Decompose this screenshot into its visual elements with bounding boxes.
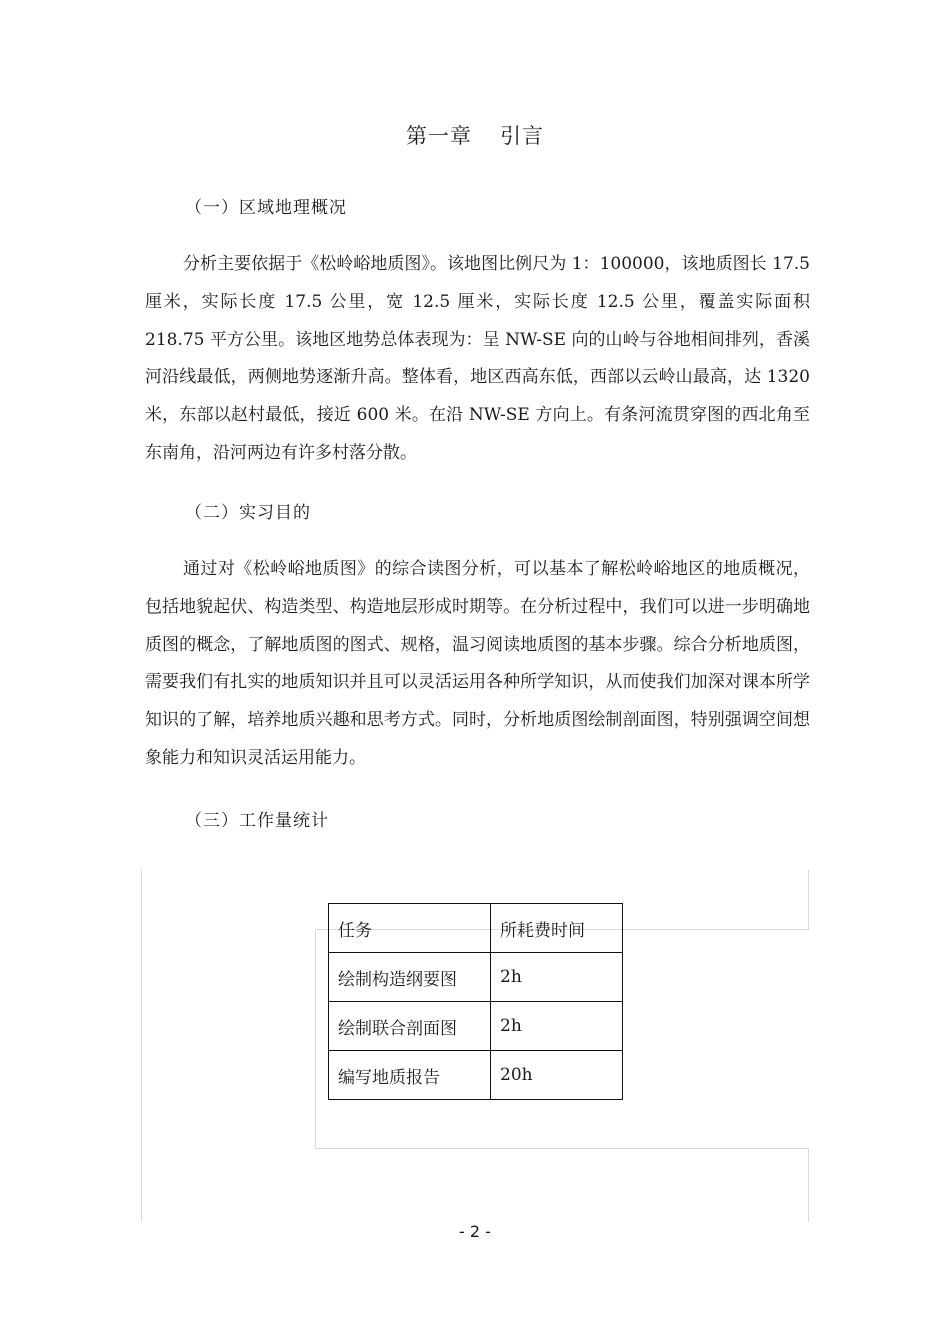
- paragraph-geography: 分析主要依据于《松岭峪地质图》。该地图比例尺为 1：100000，该地质图长 17.5 厘米，实际长度 17.5 公里，宽 12.5 厘米，实际长度 12.5 公里，覆盖实际面积 218.75 平方公里。该地区地势总体表现为：呈 NW-SE 向的山岭与谷地相间排列，香溪河沿线最低，两侧地势逐渐升高。整体看，地区西高东低，西部以云岭山最高，达 1320 米，东部以赵村最低，接近 600 米。在沿 NW-SE 方向上。有条河流贯穿图的西北角至东南角，沿河两边有许多村落分散。: [145, 254, 810, 463]
- table-cell: 绘制构造纲要图: [329, 953, 491, 1002]
- table-cell: 20h: [491, 1051, 623, 1100]
- frame-line-inner-left: [315, 929, 316, 1149]
- page-number: - 2 -: [459, 1222, 491, 1241]
- table-cell: 2h: [491, 953, 623, 1002]
- section-heading-workload: （三）工作量统计: [185, 811, 329, 831]
- frame-line-right-bottom: [808, 1148, 809, 1222]
- paragraph-purpose: 通过对《松岭峪地质图》的综合读图分析，可以基本了解松岭峪地区的地质概况，包括地貌起伏、构造类型、构造地层形成时期等。在分析过程中，我们可以进一步明确地质图的概念，了解地质图的图式、规格，温习阅读地质图的基本步骤。综合分析地质图，需要我们有扎实的地质知识并且可以灵活运用各种所学知识，从而使我们加深对课本所学知识的了解，培养地质兴趣和思考方式。同时，分析地质图绘制剖面图，特别强调空间想象能力和知识灵活运用能力。: [145, 559, 810, 768]
- section-heading-purpose: （二）实习目的: [185, 503, 311, 523]
- workload-table: [328, 903, 623, 1100]
- table-header-row: [329, 904, 623, 953]
- table-cell: 绘制联合剖面图: [329, 1002, 491, 1051]
- table-header-cell: 任务: [329, 904, 491, 953]
- chapter-title: [0, 120, 950, 150]
- section-heading-geography: （一）区域地理概况: [185, 198, 347, 218]
- frame-line-bottom: [315, 1148, 809, 1149]
- chapter-name: 引言: [500, 124, 544, 148]
- table-row: [329, 1051, 623, 1100]
- table-cell: 2h: [491, 1002, 623, 1051]
- frame-line-right-top: [808, 870, 809, 930]
- table-header-cell: 所耗费时间: [491, 904, 623, 953]
- frame-line-left: [141, 870, 142, 1222]
- table-row: [329, 953, 623, 1002]
- table-row: [329, 1002, 623, 1051]
- chapter-number: 第一章: [406, 124, 472, 148]
- table-cell: 编写地质报告: [329, 1051, 491, 1100]
